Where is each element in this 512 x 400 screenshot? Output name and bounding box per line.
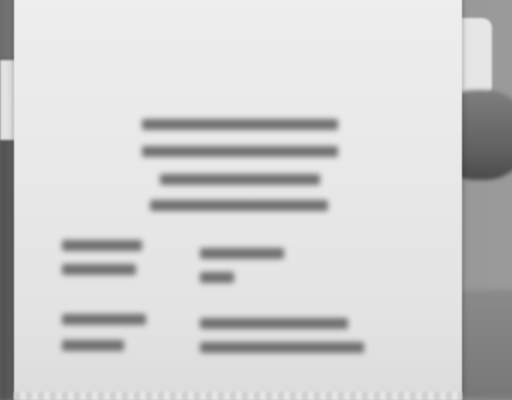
receipt-header-line-1 xyxy=(142,119,338,130)
receipt-row-3-value xyxy=(200,318,348,329)
receipt-row-1-value xyxy=(200,248,284,259)
receipt-row-3-label xyxy=(62,314,146,325)
receipt-header-line-2 xyxy=(142,146,338,157)
receipt-row-2-value xyxy=(200,272,234,283)
receipt-header-line-3 xyxy=(160,174,320,185)
receipt-header-line-4 xyxy=(150,200,328,211)
receipt-row-4-label xyxy=(62,340,124,351)
receipt-torn-edge xyxy=(14,392,462,400)
receipt-row-2-label xyxy=(62,264,136,275)
receipt-row-1-label xyxy=(62,240,142,251)
receipt-row-4-value xyxy=(200,342,364,353)
receipt-paper xyxy=(14,0,462,400)
